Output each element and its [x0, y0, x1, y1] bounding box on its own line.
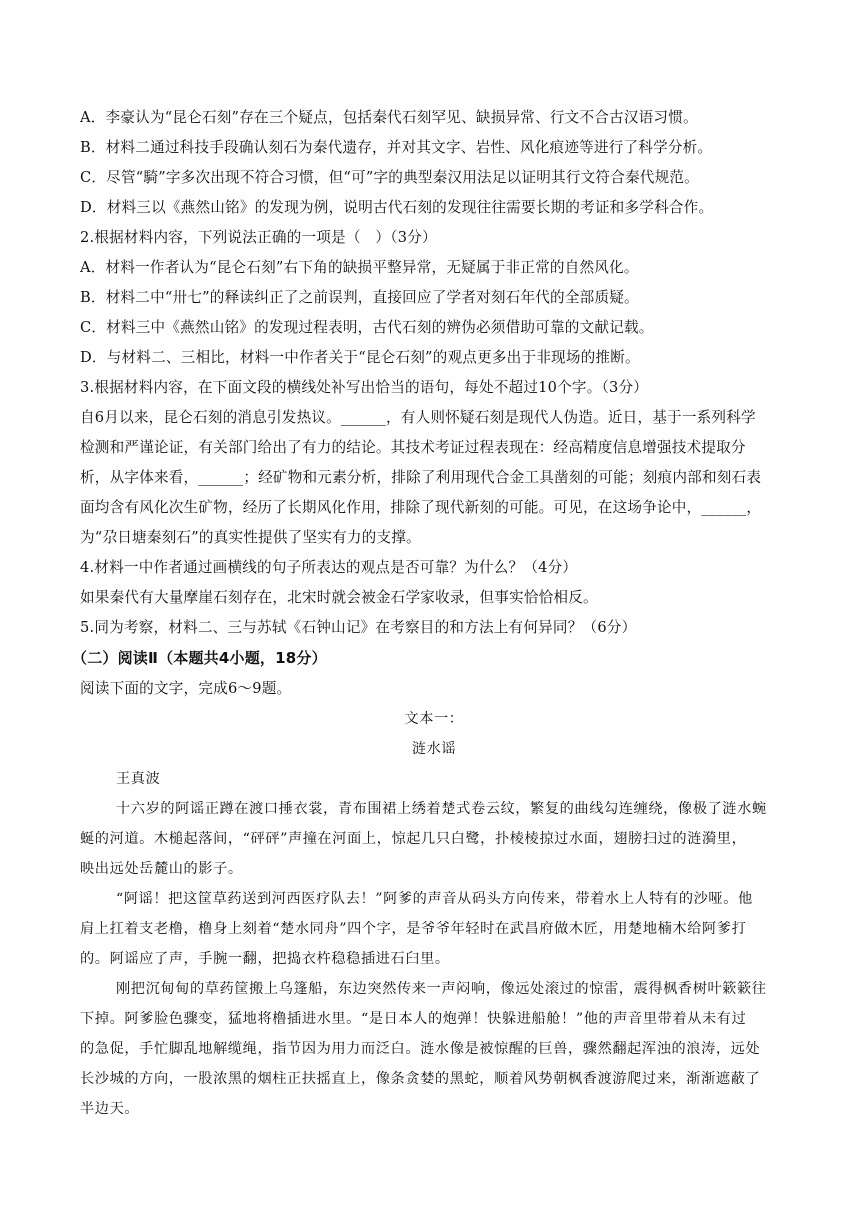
- q1-option-c: C．尽管“騎”字多次出现不符合习惯，但“可”字的典型秦汉用法足以证明其行文符合秦代规范。: [80, 169, 699, 186]
- q3-passage-line: 面均含有风化次生矿物，经历了长期风化作用，排除了现代新刻的可能。可见，在这场争论中，______，: [80, 499, 762, 516]
- story-line: 的。阿谣应了声，手腕一翻，把捣衣杵稳稳插进石臼里。: [80, 951, 450, 967]
- q2-option-c: C．材料三中《燕然山铭》的发现过程表明，古代石刻的辨伪必须借助可靠的文献记载。: [80, 319, 654, 336]
- q2-option-b: B．材料二中“卅七”的释读纠正了之前误判，直接回应了学者对刻石年代的全部质疑。: [80, 289, 639, 306]
- story-line: 的急促，手忙脚乱地解缆绳，指节因为用力而泛白。涟水像是被惊醒的巨兽，骤然翻起浑浊的浪涛，远处: [80, 1041, 761, 1057]
- q4-stem: 4.材料一中作者通过画横线的句子所表达的观点是否可靠？为什么？（4分）: [80, 559, 578, 576]
- q3-passage-line: 自6月以来，昆仑石刻的消息引发热议。______，有人则怀疑石刻是现代人伪造。近日，基于一系列科学: [80, 409, 756, 426]
- story-line: “阿谣！把这筐草药送到河西医疗队去！”阿爹的声音从码头方向传来，带着水上人特有的沙哑。他: [116, 891, 753, 907]
- story-line: 刚把沉甸甸的草药筐搬上乌篷船，东边突然传来一声闷响，像远处滚过的惊雷，震得枫香树叶簌簌往: [116, 981, 767, 997]
- story-line: 蜒的河道。木槌起落间，“砰砰”声撞在河面上，惊起几只白鹭，扑棱棱掠过水面，翅膀扫过的涟漪里，: [80, 831, 747, 847]
- q3-passage-line: 检测和严谨论证，有关部门给出了有力的结论。其技术考证过程表现在：经高精度信息增强技术提取分: [80, 439, 746, 456]
- q1-option-a: A．李豪认为“昆仑石刻”存在三个疑点，包括秦代石刻罕见、缺损异常、行文不合古汉语习惯。: [80, 109, 698, 126]
- text-label: 文本一：: [404, 711, 464, 727]
- q1-option-b: B．材料二通过科技手段确认刻石为秦代遗存，并对其文字、岩性、风化痕迹等进行了科学分析。: [80, 139, 713, 156]
- q3-stem: 3.根据材料内容，在下面文段的横线处补写出恰当的语句，每处不超过10个字。（3分）: [80, 379, 649, 396]
- q4-quoted-sentence: 如果秦代有大量摩崖石刻存在，北宋时就会被金石学家收录，但事实恰恰相反。: [80, 589, 598, 606]
- story-line: 十六岁的阿谣正蹲在渡口捶衣裳，青布围裙上绣着楚式卷云纹，繁复的曲线勾连缠绕，像极了涟水蜿: [116, 801, 767, 817]
- story-line: 映出远处岳麓山的影子。: [80, 861, 243, 877]
- story-line: 下掉。阿爹脸色骤变，猛地将橹插进水里。“是日本人的炮弹！快躲进船舱！”他的声音里带着从未有过: [80, 1011, 747, 1027]
- story-author: 王真波: [116, 771, 161, 787]
- q3-passage-line: 析，从字体来看，______；经矿物和元素分析，排除了利用现代合金工具凿刻的可能；刻痕内部和刻石表: [80, 469, 762, 486]
- section-instruction: 阅读下面的文字，完成6～9题。: [80, 680, 292, 697]
- q2-option-d: D．与材料二、三相比，材料一中作者关于“昆仑石刻”的观点更多出于非现场的推断。: [80, 349, 640, 366]
- q2-option-a: A．材料一作者认为“昆仑石刻”右下角的缺损平整异常，无疑属于非正常的自然风化。: [80, 259, 639, 276]
- q1-option-d: D．材料三以《燕然山铭》的发现为例，说明古代石刻的发现往往需要长期的考证和多学科合作。: [80, 199, 714, 216]
- story-line: 肩上扛着支老橹，橹身上刻着“楚水同舟”四个字，是爷爷年轻时在武昌府做木匠，用楚地楠木给阿爹打: [80, 921, 747, 937]
- q5-stem: 5.同为考察，材料二、三与苏轼《石钟山记》在考察目的和方法上有何异同？（6分）: [80, 619, 637, 636]
- story-title: 涟水谣: [411, 741, 457, 757]
- section-heading: （二）阅读Ⅱ（本题共4小题，18分）: [72, 649, 327, 667]
- q3-passage-line: 为“尕日塘秦刻石”的真实性提供了坚实有力的支撑。: [80, 529, 421, 546]
- story-line: 半边天。: [80, 1101, 140, 1117]
- q2-stem: 2.根据材料内容，下列说法正确的一项是（ ）（3分）: [80, 229, 437, 246]
- story-line: 长沙城的方向，一股浓黑的烟柱正扶摇直上，像条贪婪的黑蛇，顺着风势朝枫香渡游爬过来，渐渐遮蔽了: [80, 1071, 761, 1087]
